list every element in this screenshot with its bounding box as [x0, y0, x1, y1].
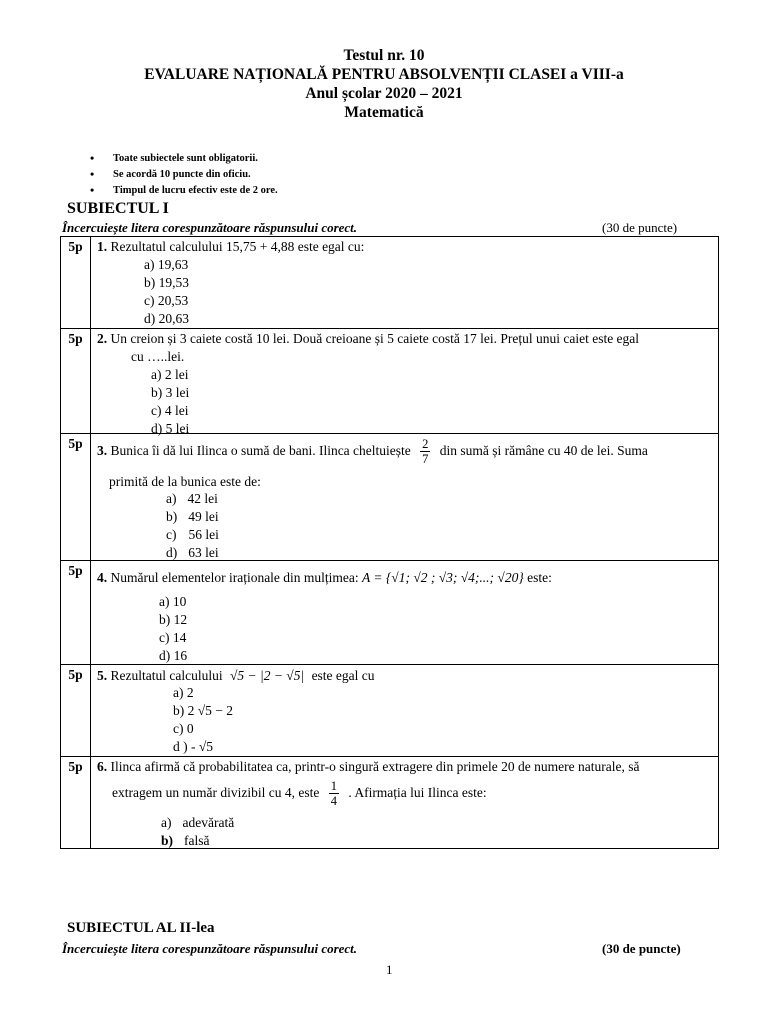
- question-text: Bunica îi dă lui Ilinca o sumă de bani. Ilinca cheltuiește: [110, 443, 411, 458]
- option-b[interactable]: b) 2 √5 − 2: [173, 703, 234, 718]
- question-text-after: este egal cu: [311, 668, 375, 683]
- exam-title: EVALUARE NAȚIONALĂ PENTRU ABSOLVENȚII CLASEI a VIII-a: [144, 66, 624, 83]
- option-letter: d): [166, 545, 178, 560]
- question-text: Rezultatul calculului 15,75 + 4,88 este egal cu:: [110, 239, 365, 254]
- page-number: 1: [386, 962, 393, 977]
- question-row: [61, 757, 719, 849]
- test-number: Testul nr. 10: [343, 47, 425, 64]
- question-text-after: . Afirmația lui Ilinca este:: [348, 785, 487, 800]
- fraction-numerator: 2: [422, 437, 429, 452]
- question-number: 2.: [97, 331, 108, 346]
- question-points: 5p: [61, 237, 91, 329]
- option-d[interactable]: d) 5 lei: [151, 421, 190, 436]
- option-value: 63 lei: [188, 545, 219, 560]
- instruction-item: • Timpul de lucru efectiv este de 2 ore.: [90, 183, 278, 199]
- section-1-points: (30 de puncte): [602, 220, 678, 235]
- fraction-numerator: 1: [330, 779, 337, 794]
- questions-table: [60, 236, 719, 849]
- question-row: [61, 329, 719, 434]
- option-letter: a): [166, 491, 177, 506]
- question-text: Ilinca afirmă că probabilitatea ca, printr-o singură extragere din primele 20 de numere naturale, să: [110, 759, 640, 774]
- option-a[interactable]: a) 2: [173, 685, 194, 700]
- option-b[interactable]: b) 19,53: [144, 275, 189, 290]
- question-points: 5p: [61, 757, 91, 849]
- fraction-denominator: 4: [330, 794, 337, 809]
- question-text-after: din sumă și rămâne cu 40 de lei. Suma: [439, 443, 648, 458]
- option-value: 42 lei: [187, 491, 218, 506]
- fraction-denominator: 7: [422, 452, 429, 467]
- question-row: [61, 561, 719, 665]
- section-1-title: SUBIECTUL I: [67, 200, 169, 217]
- option-b[interactable]: b) 12: [159, 612, 188, 627]
- question-content: [91, 561, 719, 665]
- set-expression: A = {√1; √2 ; √3; √4;...; √20}: [362, 570, 524, 585]
- option-value: adevărată: [182, 815, 235, 830]
- question-row: [61, 434, 719, 561]
- question-points: 5p: [61, 434, 91, 561]
- question-content: [91, 237, 719, 329]
- option-value: 56 lei: [188, 527, 219, 542]
- question-row: [61, 237, 719, 329]
- question-content: [91, 329, 719, 434]
- option-d[interactable]: d) 16: [159, 648, 188, 663]
- question-points: 5p: [61, 665, 91, 757]
- fraction: [329, 779, 339, 808]
- option-c[interactable]: c) 0: [173, 721, 194, 736]
- question-number: 4.: [97, 570, 108, 585]
- question-text: Numărul elementelor iraționale din mulțimea:: [110, 570, 359, 585]
- section-2-instruction: Încercuiește litera corespunzătoare răspunsului corect.: [62, 941, 358, 956]
- section-2-title: SUBIECTUL AL II-lea: [67, 920, 215, 936]
- question-points: 5p: [61, 561, 91, 665]
- question-content: [91, 665, 719, 757]
- instructions-list: [90, 151, 278, 199]
- section-1-instruction: Încercuiește litera corespunzătoare răspunsului corect.: [62, 220, 358, 235]
- option-c[interactable]: c) 14: [159, 630, 187, 645]
- instruction-item: • Se acordă 10 puncte din oficiu.: [90, 167, 278, 183]
- question-text-continued: cu …..lei.: [131, 349, 185, 364]
- option-d[interactable]: [166, 544, 219, 561]
- option-letter: b): [161, 833, 174, 848]
- question-text-continued: primită de la bunica este de:: [109, 474, 261, 489]
- question-text-after: este:: [527, 570, 552, 585]
- instruction-item: • Toate subiectele sunt obligatorii.: [90, 151, 278, 167]
- question-number: 5.: [97, 668, 108, 683]
- option-a[interactable]: a) 10: [159, 594, 187, 609]
- exam-header: [0, 46, 768, 122]
- question-number: 3.: [97, 443, 108, 458]
- option-value: 49 lei: [188, 509, 219, 524]
- question-points: 5p: [61, 329, 91, 434]
- fraction: [420, 437, 430, 466]
- option-letter: a): [161, 815, 172, 830]
- school-year: Anul școlar 2020 – 2021: [305, 85, 463, 102]
- option-a[interactable]: [166, 490, 218, 507]
- option-value: falsă: [184, 833, 210, 848]
- option-a[interactable]: a) 2 lei: [151, 367, 189, 382]
- section-2-points: (30 de puncte): [602, 941, 681, 956]
- option-a[interactable]: [161, 814, 234, 831]
- math-expression: √5 − |2 − √5|: [229, 668, 305, 683]
- option-d[interactable]: d) 20,63: [144, 311, 189, 326]
- question-text: Un creion și 3 caiete costă 10 lei. Două creioane și 5 caiete costă 17 lei. Prețul unui caiet este egal: [110, 331, 640, 346]
- question-content: [91, 434, 719, 561]
- option-a[interactable]: a) 19,63: [144, 257, 189, 272]
- option-c[interactable]: c) 4 lei: [151, 403, 189, 418]
- subject-name: Matematică: [344, 104, 424, 121]
- option-b[interactable]: [166, 508, 219, 525]
- option-b[interactable]: [161, 832, 210, 849]
- question-text-continued: extragem un număr divizibil cu 4, este: [112, 785, 320, 800]
- option-d[interactable]: d ) - √5: [173, 739, 214, 754]
- question-row: [61, 665, 719, 757]
- option-b[interactable]: b) 3 lei: [151, 385, 190, 400]
- option-letter: b): [166, 509, 178, 524]
- question-text: Rezultatul calculului: [110, 668, 223, 683]
- option-letter: c): [166, 527, 177, 542]
- question-content: [91, 757, 719, 849]
- question-number: 1.: [97, 239, 108, 254]
- question-number: 6.: [97, 759, 108, 774]
- option-c[interactable]: c) 20,53: [144, 293, 189, 308]
- option-c[interactable]: [166, 526, 219, 543]
